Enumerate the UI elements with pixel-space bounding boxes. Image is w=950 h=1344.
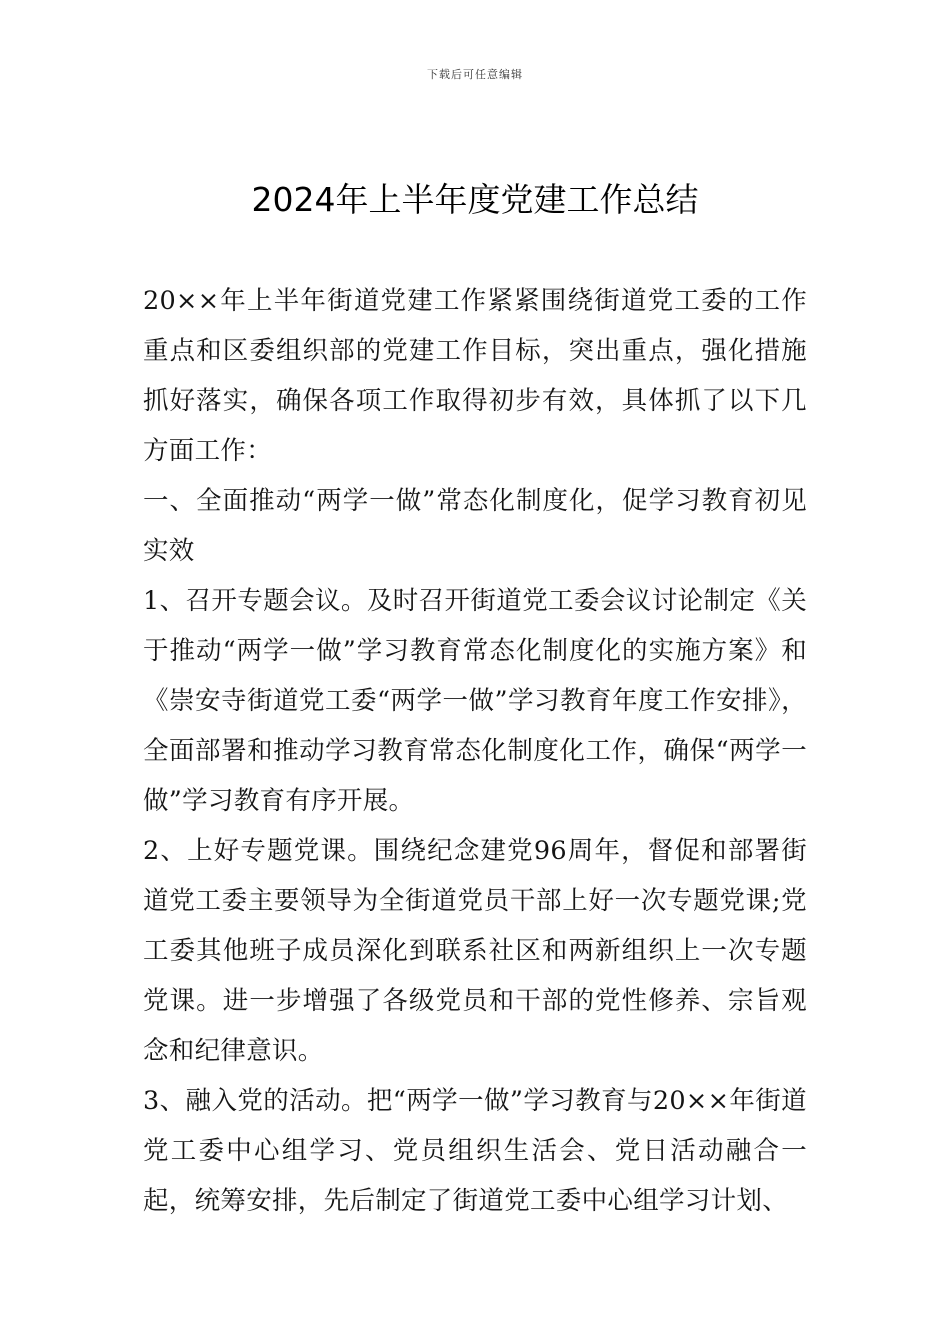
body-paragraph: 2、上好专题党课。围绕纪念建党96周年，督促和部署街道党工委主要领导为全街道党员干部上好一次专题党课;党工委其他班子成员深化到联系社区和两新组织上一次专题党课。进一步增强了各级党员和干部的党性修养、宗旨观念和纪律意识。 <box>143 836 807 1066</box>
section-heading: 一、全面推动“两学一做”常态化制度化，促学习教育初见实效 <box>143 486 807 566</box>
header-note: 下载后可任意编辑 <box>427 68 523 81</box>
intro-paragraph: 20××年上半年街道党建工作紧紧围绕街道党工委的工作重点和区委组织部的党建工作目标，突出重点，强化措施抓好落实，确保各项工作取得初步有效，具体抓了以下几方面工作： <box>143 286 807 466</box>
body-paragraph: 3、融入党的活动。把“两学一做”学习教育与20××年街道党工委中心组学习、党员组织生活会、党日活动融合一起，统筹安排，先后制定了街道党工委中心组学习计划、 <box>143 1086 807 1216</box>
body-paragraph: 1、召开专题会议。及时召开街道党工委会议讨论制定《关于推动“两学一做”学习教育常态化制度化的实施方案》和《崇安寺街道党工委“两学一做”学习教育年度工作安排》，全面部署和推动学习教育常态化制度化工作，确保“两学一做”学习教育有序开展。 <box>143 586 807 816</box>
document-body <box>143 276 807 1226</box>
document-title: 2024年上半年度党建工作总结 <box>251 180 699 219</box>
